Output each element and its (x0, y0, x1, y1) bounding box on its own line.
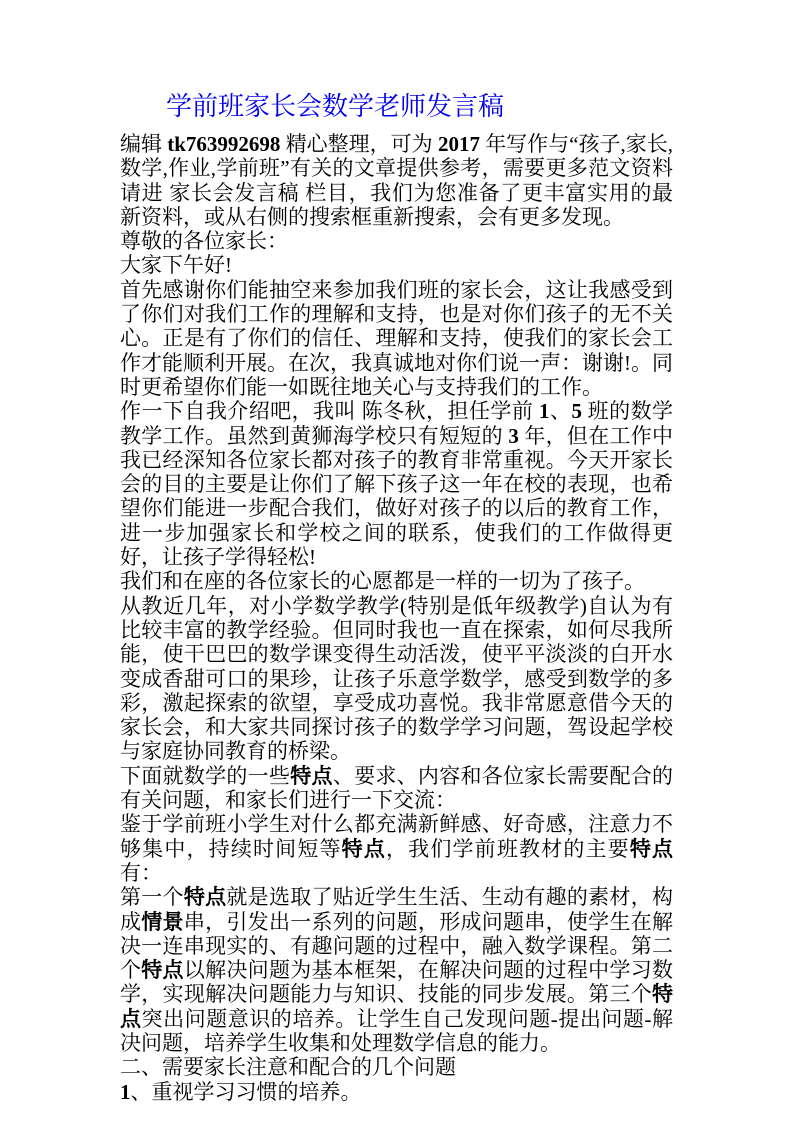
bold-text-run: 特点 (290, 763, 333, 788)
paragraph-shared-wish (120, 569, 673, 593)
paragraph-section-heading-2 (120, 1055, 673, 1079)
text-run: 年，但在工作中我已经深知各位家长都对孩子的教育非常重视。今天开家长会的目的主要是让你们了解下孩子这一年在校的表现，也希望你们能进一步配合我们，做好对孩子的以后的教育工作，进一步加强家长和学校之间的联系，使我们的工作做得更好，让孩子学得轻松! (120, 423, 674, 570)
text-run: 作一下自我介绍吧，我叫 陈冬秋，担任学前 (120, 399, 540, 424)
page-title: 学前班家长会数学老师发言稿 (166, 92, 505, 121)
text-run: 下面就数学的一些 (120, 763, 291, 788)
text-run: 串，引发出一系列的问题，形成问题串，使学生在解决一连串现实的、有趣问题的过程中，融入数学课程。第二个 (120, 909, 674, 983)
bold-text-run: 特点 (183, 885, 227, 910)
text-run: 、重视学习习惯的培养。 (130, 1079, 362, 1104)
bold-text-run: 情景 (141, 909, 184, 934)
text-run: 大家下午好! (120, 253, 232, 278)
bold-text-run: 2017 (437, 132, 480, 156)
text-run: 编辑 (120, 132, 168, 156)
document-body (120, 132, 673, 1104)
text-run: 以解决问题为基本框架，在解决问题的过程中学习数学，实现解决问题能力与知识、技能的同步发展。第三个 (120, 958, 674, 1007)
paragraph-thanks-paragraph (120, 278, 673, 399)
text-run: 鉴于学前班小学生对什么都充满新鲜感、好奇感，注意力不够集中，持续时间短等 (120, 812, 673, 861)
paragraph-discussion-intro (120, 764, 673, 813)
paragraph-textbook-features (120, 885, 673, 1055)
bold-text-run: 特点 (629, 836, 674, 861)
text-run: 从教近几年，对小学数学教学(特别是低年级教学)自认为有比较丰富的教学经验。但同时我也一直在探索，如何尽我所能，使干巴巴的数学课变得生动活泼，使平平淡淡的白开水变成香甜可口的果珍，让孩子乐意学数学，感受到数学的多彩，激起探索的欲望，享受成功喜悦。我非常愿意借今天的家长会，和大家共同探讨孩子的数学学习问题，驾设起学校与家庭协同教育的桥梁。 (120, 593, 673, 764)
bold-text-run: 1 (539, 399, 550, 424)
bold-text-run: 特点 (141, 958, 184, 983)
text-run: 尊敬的各位家长： (120, 229, 288, 254)
bold-text-run: 1 (120, 1079, 131, 1104)
paragraph-editor-note (120, 132, 673, 229)
paragraph-self-introduction (120, 399, 673, 569)
paragraph-item-1-study-habits (120, 1080, 673, 1104)
text-run: 、 (549, 399, 572, 424)
bold-text-run: 特点 (341, 836, 387, 861)
text-run: 二、需要家长注意和配合的几个问题 (120, 1055, 456, 1080)
bold-text-run: 特点 (120, 982, 673, 1031)
text-run: 首先感谢你们能抽空来参加我们班的家长会，这让我感受到了你们对我们工作的理解和支持，也是对你们孩子的无不关心。正是有了你们的信任、理解和支持，使我们的家长会工作才能顺利开展。在次，我真诚地对你们说一声：谢谢!。同时更希望你们能一如既往地关心与支持我们的工作。 (120, 277, 673, 399)
text-run: 班的数学教学工作。虽然到黄狮海学校只有短短的 (120, 399, 674, 448)
text-run: 有： (120, 860, 162, 885)
bold-text-run: tk763992698 (167, 132, 281, 156)
paragraph-teaching-experience (120, 594, 673, 764)
text-run: 我们和在座的各位家长的心愿都是一样的一切为了孩子。 (120, 569, 645, 594)
text-run: 第一个 (120, 885, 184, 910)
text-run: ，我们学前班教材的主要 (386, 836, 630, 861)
text-run: 就是选取了贴近学生生活、生动有趣的素材，构成 (120, 885, 674, 934)
text-run: 突出问题意识的培养。让学生自己发现问题-提出问题-解决问题，培养学生收集和处理数学信息的能力。 (120, 1006, 674, 1055)
text-run: 精心整理，可为 (280, 132, 438, 156)
bold-text-run: 5 (571, 399, 582, 424)
text-run: 、要求、内容和各位家长需要配合的有关问题，和家长们进行一下交流： (120, 763, 674, 813)
bold-text-run: 3 (508, 423, 519, 448)
paragraph-textbook-context (120, 812, 673, 885)
paragraph-greeting (120, 253, 673, 277)
paragraph-salutation (120, 229, 673, 253)
text-run: 年写作与“孩子,家长,数学,作业,学前班”有关的文章提供参考，需要更多范文资料请进 家长会发言稿 栏目，我们为您准备了更丰富实用的最新资料，或从右侧的搜索框重新搜索，会有更多发现。 (120, 132, 674, 229)
